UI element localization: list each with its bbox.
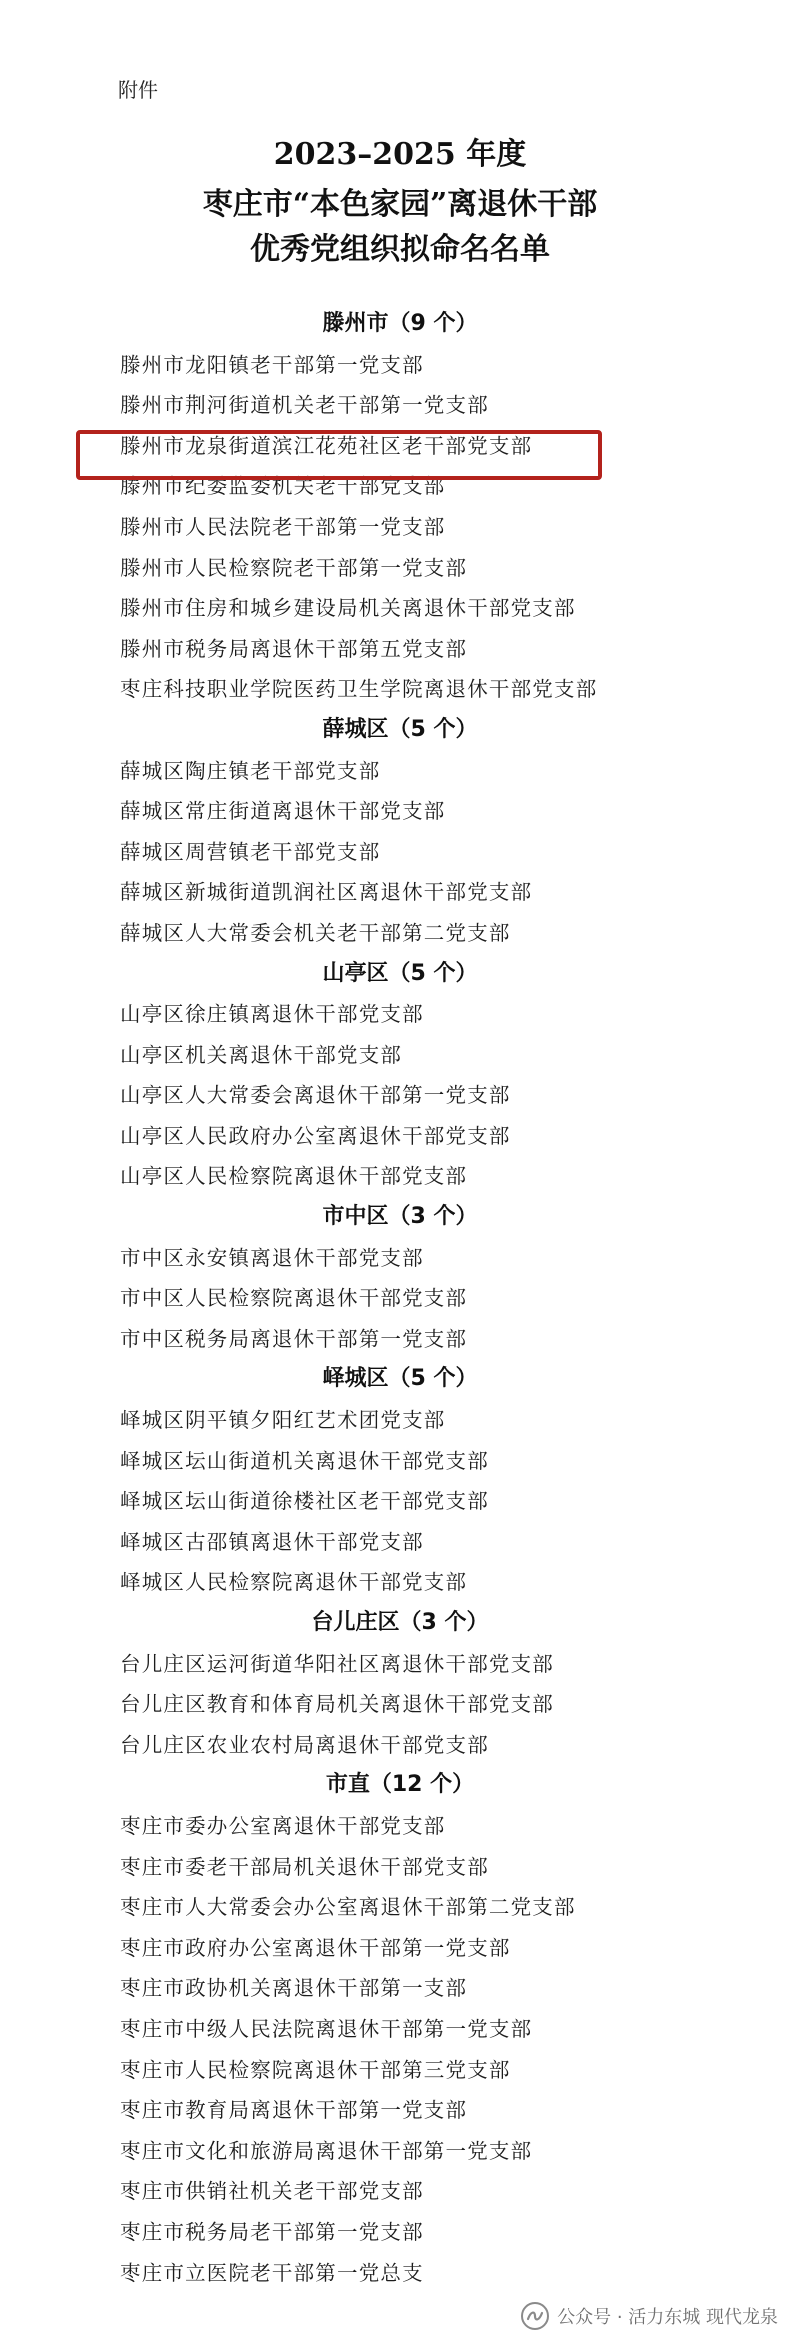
list-item-text: 薛城区常庄街道离退休干部党支部 <box>120 799 446 824</box>
list-item-text: 枣庄科技职业学院医药卫生学院离退休干部党支部 <box>120 677 598 702</box>
list-item-text: 枣庄市税务局老干部第一党支部 <box>120 2219 424 2244</box>
watermark <box>521 2302 778 2330</box>
list-item <box>0 1968 800 2009</box>
list-item <box>0 2171 800 2212</box>
list-item <box>0 2212 800 2253</box>
list-item <box>0 2253 800 2294</box>
list-item-text: 山亭区人民检察院离退休干部党支部 <box>120 1164 468 1189</box>
list-item-text: 滕州市龙泉街道滨江花苑社区老干部党支部 <box>120 433 533 458</box>
list-item-text: 枣庄市立医院老干部第一党总支 <box>120 2260 424 2285</box>
list-item-text: 市中区永安镇离退休干部党支部 <box>120 1245 424 1270</box>
list-item <box>0 345 800 386</box>
section-heading-text: 市直（12 个） <box>325 1772 475 1798</box>
list-item-text: 台儿庄区运河街道华阳社区离退休干部党支部 <box>120 1651 554 1676</box>
list-item-text: 峄城区阴平镇夕阳红艺术团党支部 <box>120 1408 446 1433</box>
list-item <box>0 1319 800 1360</box>
list-item-text: 峄城区坛山街道徐楼社区老干部党支部 <box>120 1489 489 1514</box>
list-item <box>0 1562 800 1603</box>
list-item-text: 滕州市税务局离退休干部第五党支部 <box>120 636 468 661</box>
list-item <box>0 2050 800 2091</box>
section-heading-text: 台儿庄区（3 个） <box>311 1610 489 1635</box>
list-item <box>0 1928 800 1969</box>
list-item <box>0 1238 800 1279</box>
list-item-text: 枣庄市政协机关离退休干部第一支部 <box>120 1976 468 2001</box>
list-item <box>0 751 800 792</box>
list-item <box>0 2009 800 2050</box>
list-item-text: 枣庄市人大常委会办公室离退休干部第二党支部 <box>120 1895 576 1920</box>
list-item <box>0 1075 800 1116</box>
title-sub: 优秀党组织拟命名名单 <box>250 232 550 267</box>
list-item-text: 枣庄市供销社机关老干部党支部 <box>120 2179 424 2204</box>
list-item <box>0 2090 800 2131</box>
title-main: 枣庄市“本色家园”离退休干部 <box>202 187 598 222</box>
list-item-text: 枣庄市委老干部局机关退休干部党支部 <box>120 1854 489 1879</box>
list-item <box>0 669 800 710</box>
list-item-text: 滕州市荆河街道机关老干部第一党支部 <box>120 393 489 418</box>
list-item-text: 枣庄市委办公室离退休干部党支部 <box>120 1813 446 1838</box>
list-item <box>0 913 800 954</box>
section-heading <box>0 1197 800 1238</box>
list-item <box>0 1806 800 1847</box>
list-item <box>0 1400 800 1441</box>
list-item-text: 峄城区古邵镇离退休干部党支部 <box>120 1529 424 1554</box>
list-item <box>0 385 800 426</box>
list-item-text: 山亭区人民政府办公室离退休干部党支部 <box>120 1123 511 1148</box>
wechat-channel-icon <box>521 2302 549 2330</box>
list-item <box>0 588 800 629</box>
list-item-text: 滕州市人民检察院老干部第一党支部 <box>120 555 468 580</box>
list-item-text: 枣庄市中级人民法院离退休干部第一党支部 <box>120 2016 533 2041</box>
section-heading-text: 市中区（3 个） <box>322 1204 478 1230</box>
list-item <box>0 1522 800 1563</box>
list-item-text: 峄城区人民检察院离退休干部党支部 <box>120 1570 468 1595</box>
section-heading <box>0 710 800 751</box>
list-item-text: 滕州市人民法院老干部第一党支部 <box>120 514 446 539</box>
list-item-text: 薛城区新城街道凯润社区离退休干部党支部 <box>120 880 533 905</box>
list-item <box>0 507 800 548</box>
list-item <box>0 1644 800 1685</box>
org-list <box>0 304 800 2293</box>
title-year: 2023–2025 年度 <box>273 137 527 172</box>
section-heading <box>0 954 800 995</box>
list-item-text: 枣庄市文化和旅游局离退休干部第一党支部 <box>120 2138 533 2163</box>
list-item <box>0 1684 800 1725</box>
list-item <box>0 1441 800 1482</box>
list-item <box>0 791 800 832</box>
section-heading-text: 薛城区（5 个） <box>322 716 478 742</box>
list-item-text: 枣庄市人民检察院离退休干部第三党支部 <box>120 2057 511 2082</box>
list-item-text: 滕州市纪委监委机关老干部党支部 <box>120 474 446 499</box>
list-item <box>0 2131 800 2172</box>
list-item-text: 薛城区人大常委会机关老干部第二党支部 <box>120 920 511 945</box>
list-item-text: 薛城区陶庄镇老干部党支部 <box>120 758 381 783</box>
watermark-text: 公众号 · 活力东城 现代龙泉 <box>557 2307 778 2328</box>
list-item <box>0 548 800 589</box>
list-item <box>0 1035 800 1076</box>
list-item <box>0 832 800 873</box>
list-item-text: 市中区人民检察院离退休干部党支部 <box>120 1286 468 1311</box>
list-item-text: 市中区税务局离退休干部第一党支部 <box>120 1326 468 1351</box>
list-item-text: 山亭区机关离退休干部党支部 <box>120 1042 403 1067</box>
list-item-text: 薛城区周营镇老干部党支部 <box>120 839 381 864</box>
list-item <box>0 1887 800 1928</box>
list-item-text: 峄城区坛山街道机关离退休干部党支部 <box>120 1448 489 1473</box>
list-item-text: 枣庄市教育局离退休干部第一党支部 <box>120 2098 468 2123</box>
attachment-label: 附件 <box>118 78 158 102</box>
list-item-text: 台儿庄区教育和体育局机关离退休干部党支部 <box>120 1692 554 1717</box>
section-heading-text: 滕州市（9 个） <box>322 311 478 336</box>
list-item <box>0 1725 800 1766</box>
list-item <box>0 1116 800 1157</box>
section-heading <box>0 1603 800 1644</box>
list-item-text: 山亭区徐庄镇离退休干部党支部 <box>120 1002 424 1027</box>
list-item <box>0 1481 800 1522</box>
list-item <box>0 872 800 913</box>
section-heading <box>0 1359 800 1400</box>
section-heading-text: 峄城区（5 个） <box>322 1366 478 1392</box>
list-item <box>0 994 800 1035</box>
section-heading-text: 山亭区（5 个） <box>322 960 478 986</box>
list-item-text: 滕州市住房和城乡建设局机关离退休干部党支部 <box>120 596 576 621</box>
list-item <box>0 629 800 670</box>
list-item-text: 台儿庄区农业农村局离退休干部党支部 <box>120 1732 489 1757</box>
list-item-text: 滕州市龙阳镇老干部第一党支部 <box>120 352 424 377</box>
list-item <box>0 1847 800 1888</box>
section-heading <box>0 1765 800 1806</box>
section-heading <box>0 304 800 345</box>
list-item <box>0 1156 800 1197</box>
list-item <box>0 1278 800 1319</box>
highlight-box <box>76 430 602 480</box>
list-item-text: 山亭区人大常委会离退休干部第一党支部 <box>120 1083 511 1108</box>
list-item-text: 枣庄市政府办公室离退休干部第一党支部 <box>120 1935 511 1960</box>
